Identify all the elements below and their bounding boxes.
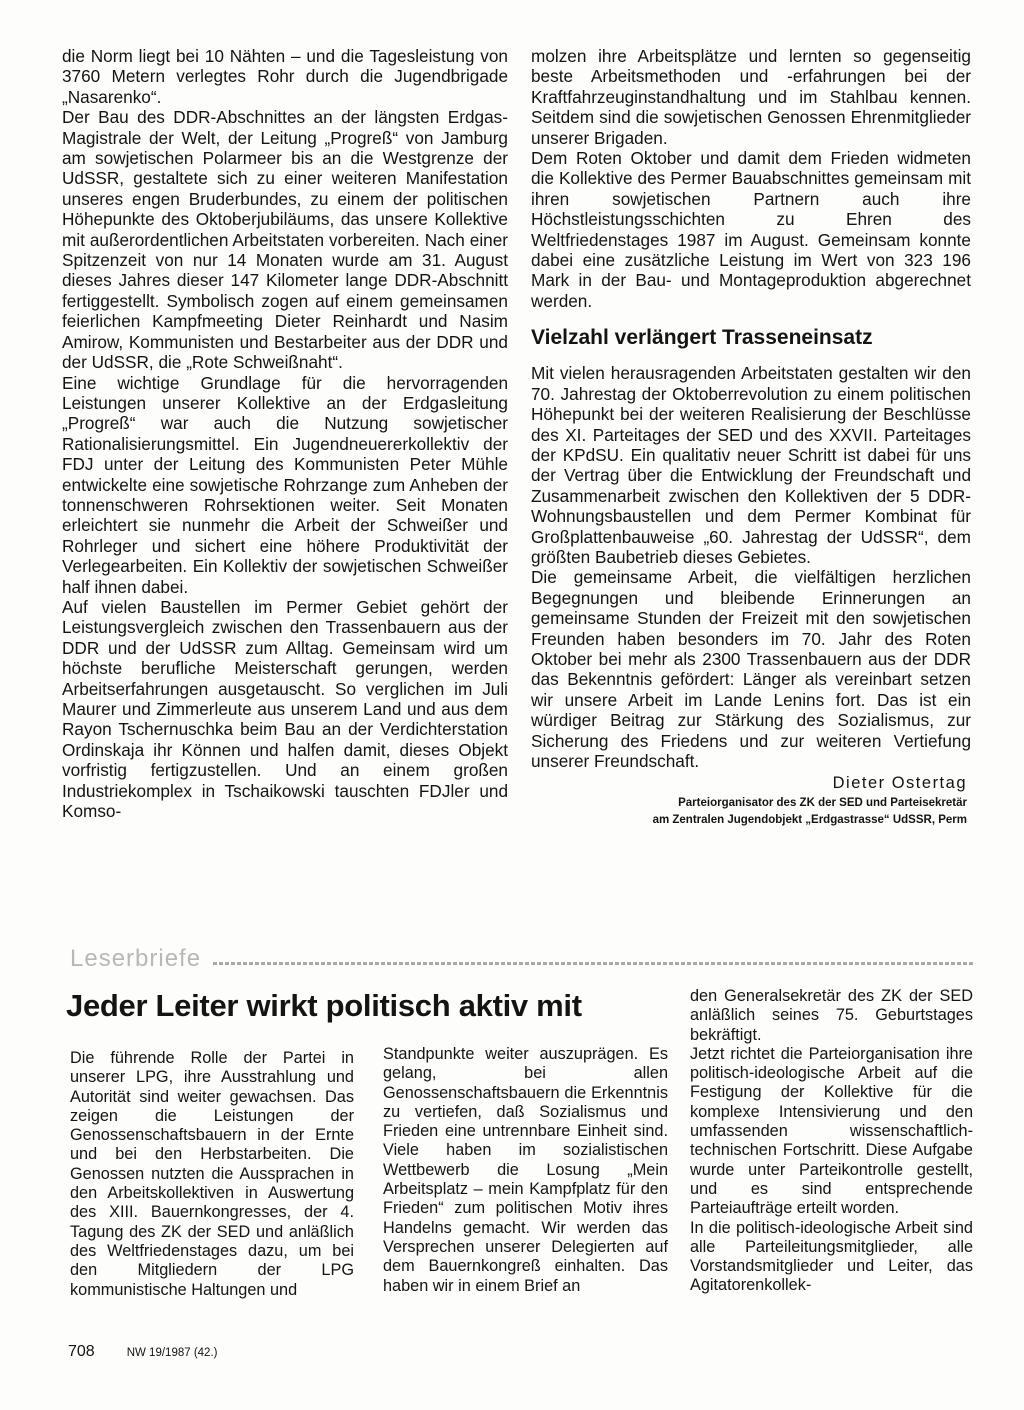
article-paragraph: Mit vielen herausragenden Arbeitstaten gestalten wir den 70. Jahrestag der Oktoberrevolution zu einem politischen Höhepunkt bei der weiteren Realisierung der Beschlüsse des XI. Parteitages der SED und des XXVII. Parteitages der KPdSU. Ein qualitativ neuer Schritt ist dabei für uns der Vertrag über die Entwicklung der Freundschaft und Zusammenarbeit zwischen den Kollektiven der 5 DDR-Wohnungsbaustellen und dem Permer Kombinat für Großplattenbauweise „60. Jahrestag der UdSSR“, dem größten Baubetrieb dieses Gebietes. bbox=[531, 363, 971, 567]
page-number: 708 bbox=[68, 1343, 95, 1360]
section-rubric bbox=[70, 944, 974, 974]
article-paragraph: die Norm liegt bei 10 Nähten – und die Tagesleistung von 3760 Metern verlegtes Rohr durch die Jugendbrigade „Nasarenko“. bbox=[62, 46, 508, 107]
rubric-label: Leserbriefe bbox=[70, 945, 202, 972]
letter-column-3 bbox=[690, 987, 973, 1296]
article-paragraph: Dem Roten Oktober und damit dem Frieden widmeten die Kollektive des Permer Bauabschnittes gemeinsam mit ihren sowjetischen Partnern auch ihre Höchstleistungsschichten zu Ehren des Weltfriedenstages 1987 im August. Gemeinsam konnte dabei eine zusätzliche Leistung im Wert von 323 196 Mark in der Bau- und Montageproduktion abgerechnet werden. bbox=[531, 148, 971, 311]
article-subheading: Vielzahl verlängert Trasseneinsatz bbox=[531, 326, 873, 350]
page-footer bbox=[68, 1343, 217, 1361]
author-affiliation-line-2: am Zentralen Jugendobjekt „Erdgastrasse“ UdSSR, Perm bbox=[652, 813, 967, 826]
letter-column-2 bbox=[383, 1045, 668, 1296]
article-author: Dieter Ostertag bbox=[832, 774, 967, 793]
article-column-right bbox=[531, 46, 971, 828]
letter-paragraph: Die führende Rolle der Partei in unserer LPG, ihre Ausstrahlung und Autorität sind weiter gewachsen. Das zeigen die Leistungen der Genossenschaftsbauern in der Ernte und bei den Herbstarbeiten. Die Genossen nutzten die Aussprachen in den Arbeitskollektiven in Auswertung des XIII. Bauernkongresses, der 4. Tagung des ZK der SED und anläßlich des Weltfriedenstages dazu, um bei den Mitgliedern der LPG kommunistische Haltungen und bbox=[70, 1049, 354, 1299]
letter-headline: Jeder Leiter wirkt politisch aktiv mit bbox=[66, 988, 582, 1023]
letter-paragraph: Jetzt richtet die Parteiorganisation ihre politisch-ideologische Arbeit auf die Festigung der Kollektive für die komplexe Intensivierung und den umfassenden wissenschaftlich-technischen Fortschritt. Diese Aufgabe wurde unter Parteikontrolle gestellt, und es sind entsprechende Parteiaufträge erteilt worden. bbox=[690, 1044, 973, 1218]
article-column-left bbox=[62, 46, 508, 821]
rubric-rule bbox=[213, 962, 974, 965]
letter-paragraph: den Generalsekretär des ZK der SED anläßlich seines 75. Geburtstages bekräftigt. bbox=[690, 987, 973, 1044]
article-paragraph: Die gemeinsame Arbeit, die vielfältigen herzlichen Begegnungen und bleibende Erinnerungen an gemeinsame Stunden der Freizeit mit den sowjetischen Freunden haben besonders im 70. Jahr des Roten Oktober bei mehr als 2300 Trassenbauern aus der DDR das Bekenntnis gefördert: Länger als vereinbart setzen wir unsere Arbeit im Lande Lenins fort. Das ist ein würdiger Beitrag zur Stärkung des Sozialismus, zur Sicherung des Friedens und zur weiteren Vertiefung unserer Freundschaft. bbox=[531, 567, 971, 771]
article-paragraph: molzen ihre Arbeitsplätze und lernten so gegenseitig beste Arbeitsmethoden und -erfahrungen bei der Kraftfahrzeuginstandhaltung und im Stahlbau kennen. Seitdem sind die sowjetischen Genossen Ehrenmitglieder unserer Brigaden. bbox=[531, 46, 971, 148]
letter-column-1 bbox=[70, 1049, 354, 1300]
article-paragraph: Eine wichtige Grundlage für die hervorragenden Leistungen unserer Kollektive an der Erdgasleitung „Progreß“ war auch die Nutzung sowjetischer Rationalisierungsmittel. Ein Jugendneuererkollektiv der FDJ unter der Leitung des Kommunisten Peter Mühle entwickelte eine sowjetische Rohrzange zum Anheben der tonnenschweren Rohrsektionen weiter. Seit Monaten erleichtert sie nunmehr die Arbeit der Schweißer und Rohrleger und sichert eine höhere Produktivität der Verlegearbeiten. Ein Kollektiv der sowjetischen Schweißer half ihnen dabei. bbox=[62, 372, 508, 597]
letter-paragraph: In die politisch-ideologische Arbeit sind alle Parteileitungsmitglieder, alle Vorstandsmitglieder und Leiter, das Agitatorenkollek- bbox=[690, 1218, 973, 1295]
author-affiliation-line-1: Parteiorganisator des ZK der SED und Parteisekretär bbox=[678, 796, 967, 809]
issue-reference: NW 19/1987 (42.) bbox=[126, 1347, 218, 1359]
article-paragraph: Der Bau des DDR-Abschnittes an der längsten Erdgas-Magistrale der Welt, der Leitung „Progreß“ von Jamburg am sowjetischen Polarmeer bis an die Westgrenze der UdSSR, gestaltete sich zu einer weiteren Manifestation unseres engen Bruderbundes, zu einem der politischen Höhepunkte des Oktoberjubiläums, das unsere Kollektive mit außerordentlichen Arbeitstaten vorbereiten. Nach einer Spitzenzeit von nur 14 Monaten wurde am 31. August dieses Jahres dieser 147 Kilometer lange DDR-Abschnitt fertiggestellt. Symbolisch zogen auf einem gemeinsamen feierlichen Kampfmeeting Dieter Reinhardt und Nasim Amirow, Kommunisten und Bestarbeiter aus der DDR und der UdSSR, die „Rote Schweißnaht“. bbox=[62, 107, 508, 373]
article-paragraph: Auf vielen Baustellen im Permer Gebiet gehört der Leistungsvergleich zwischen den Trassenbauern aus der DDR und der UdSSR zum Alltag. Gemeinsam wird um höchste berufliche Meisterschaft gerungen, werden Arbeitserfahrungen ausgetauscht. So verglichen im Juli Maurer und Zimmerleute aus unserem Land und aus dem Rayon Tschernuschka beim Bau an der Verdichterstation Ordinskaja ihr Können und halfen damit, dieses Objekt vorfristig fertigzustellen. Und an einem großen Industriekomplex in Tschaikowski tauschten FDJler und Komso- bbox=[62, 596, 508, 822]
letter-paragraph: Standpunkte weiter auszuprägen. Es gelang, bei allen Genossenschaftsbauern die Erkenntnis zu vertiefen, daß Sozialismus und Frieden eine untrennbare Einheit sind. Viele haben im sozialistischen Wettbewerb die Losung „Mein Arbeitsplatz – mein Kampfplatz für den Frieden“ zum politischen Motiv ihres Handelns gemacht. Wir werden das Versprechen unserer Delegierten auf dem Bauernkongreß einhalten. Das haben wir in einem Brief an bbox=[383, 1045, 668, 1295]
